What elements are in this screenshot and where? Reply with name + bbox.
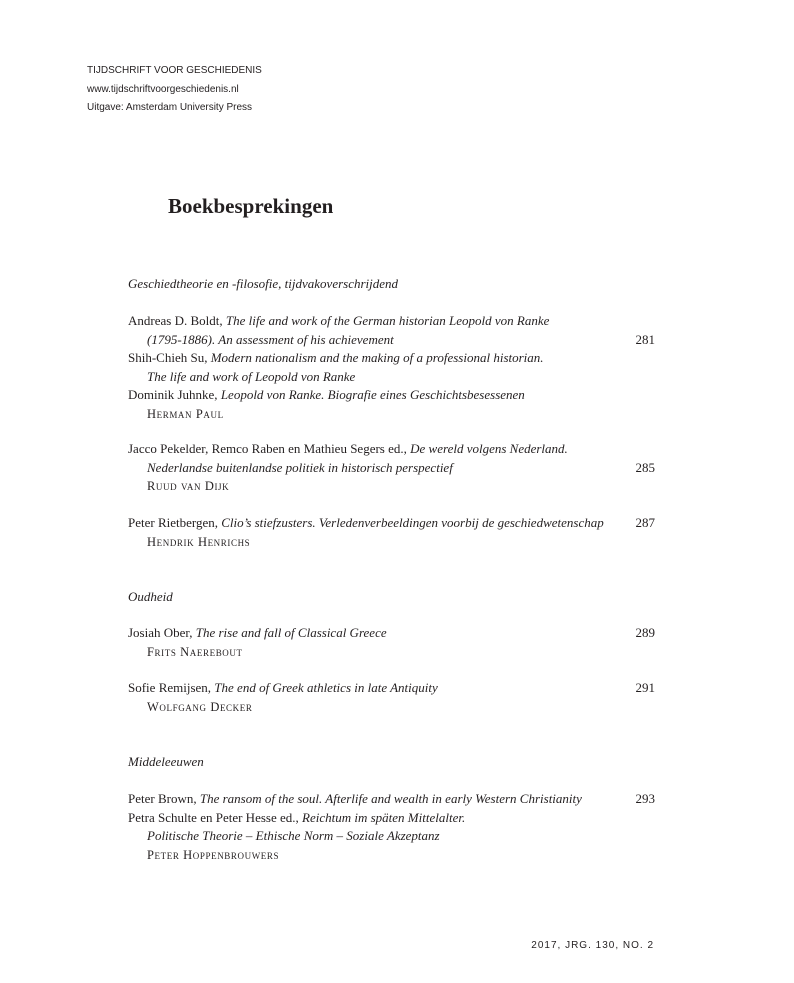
- issue-footer: 2017, JRG. 130, NO. 2: [531, 940, 654, 951]
- journal-website[interactable]: www.tijdschriftvoorgeschiedenis.nl: [87, 83, 239, 95]
- section-heading: Oudheid: [128, 589, 173, 604]
- author: Dominik Juhnke,: [128, 387, 221, 402]
- entry-line: [128, 514, 655, 533]
- reviewer-name: Frits Naerebout: [147, 644, 243, 659]
- book-title: Reichtum im späten Mittelalter.: [302, 809, 466, 825]
- page-number: 291: [635, 680, 655, 695]
- toc-entry[interactable]: [128, 312, 655, 423]
- book-title: De wereld volgens Nederland.: [410, 441, 568, 456]
- book-title: The ransom of the soul. Afterlife and wealth in early Western Christianity: [199, 791, 582, 806]
- page-number: 285: [635, 459, 655, 475]
- entry-line: [128, 679, 655, 698]
- book-title-cont: (1795-1886). An assessment of his achievement: [147, 331, 394, 347]
- entry-line: [128, 312, 655, 331]
- toc-entry[interactable]: [128, 679, 655, 716]
- reviewer-name: Ruud van Dijk: [147, 479, 230, 493]
- author: Peter Brown,: [128, 791, 200, 806]
- book-title: The life and work of the German historian Leopold von Ranke: [225, 313, 550, 328]
- page-number: 289: [635, 625, 655, 640]
- reviewer-name: Hendrik Henrichs: [147, 534, 251, 549]
- entry-line: [128, 386, 655, 405]
- reviewer-name: Wolfgang Decker: [147, 699, 253, 714]
- book-title-cont: The life and work of Leopold von Ranke: [147, 368, 356, 384]
- toc-entry[interactable]: [128, 790, 655, 864]
- author: Peter Rietbergen,: [128, 515, 222, 530]
- entry-line: [128, 809, 655, 828]
- toc-entry[interactable]: [128, 624, 655, 661]
- journal-publisher: Uitgave: Amsterdam University Press: [87, 102, 253, 113]
- page-title: Boekbesprekingen: [168, 194, 334, 218]
- page-number: 287: [635, 515, 655, 530]
- book-title: Modern nationalism and the making of a professional historian.: [210, 350, 544, 365]
- book-title: Clio’s stiefzusters. Verledenverbeeldingen voorbij de geschiedwetenschap: [221, 515, 604, 530]
- entry-line: [128, 790, 655, 809]
- author: Petra Schulte en Peter Hesse ed.,: [128, 809, 303, 825]
- book-title: The end of Greek athletics in late Antiquity: [214, 680, 438, 695]
- entry-line: [128, 440, 655, 459]
- book-title: The rise and fall of Classical Greece: [195, 625, 387, 640]
- section-heading: Middeleeuwen: [128, 754, 204, 769]
- entry-line: [128, 827, 655, 846]
- entry-line: [128, 349, 655, 368]
- journal-header: [87, 62, 262, 118]
- book-title: Leopold von Ranke. Biografie eines Geschichtsbesessenen: [220, 387, 525, 402]
- author: Andreas D. Boldt,: [128, 313, 226, 328]
- reviewer-name: Peter Hoppenbrouwers: [147, 847, 280, 862]
- page-number: 281: [635, 331, 655, 347]
- entry-line: [128, 368, 655, 387]
- entry-line: [128, 624, 655, 643]
- book-title-cont: Nederlandse buitenlandse politiek in historisch perspectief: [147, 459, 453, 475]
- toc-entry[interactable]: [128, 514, 655, 551]
- reviewer-name: Herman Paul: [147, 406, 224, 421]
- section-heading: Geschiedtheorie en -filosofie, tijdvakoverschrijdend: [128, 276, 399, 291]
- author: Sofie Remijsen,: [128, 680, 215, 695]
- toc-entry[interactable]: [128, 440, 655, 496]
- author: Josiah Ober,: [128, 625, 196, 640]
- journal-name: TIJDSCHRIFT VOOR GESCHIEDENIS: [87, 65, 262, 76]
- author: Shih-Chieh Su,: [128, 350, 211, 365]
- book-title-cont: Politische Theorie – Ethische Norm – Soziale Akzeptanz: [147, 828, 440, 843]
- author: Jacco Pekelder, Remco Raben en Mathieu Segers ed.,: [128, 441, 411, 456]
- entry-line: [128, 331, 655, 350]
- entry-line: [128, 459, 655, 478]
- page-number: 293: [635, 791, 655, 806]
